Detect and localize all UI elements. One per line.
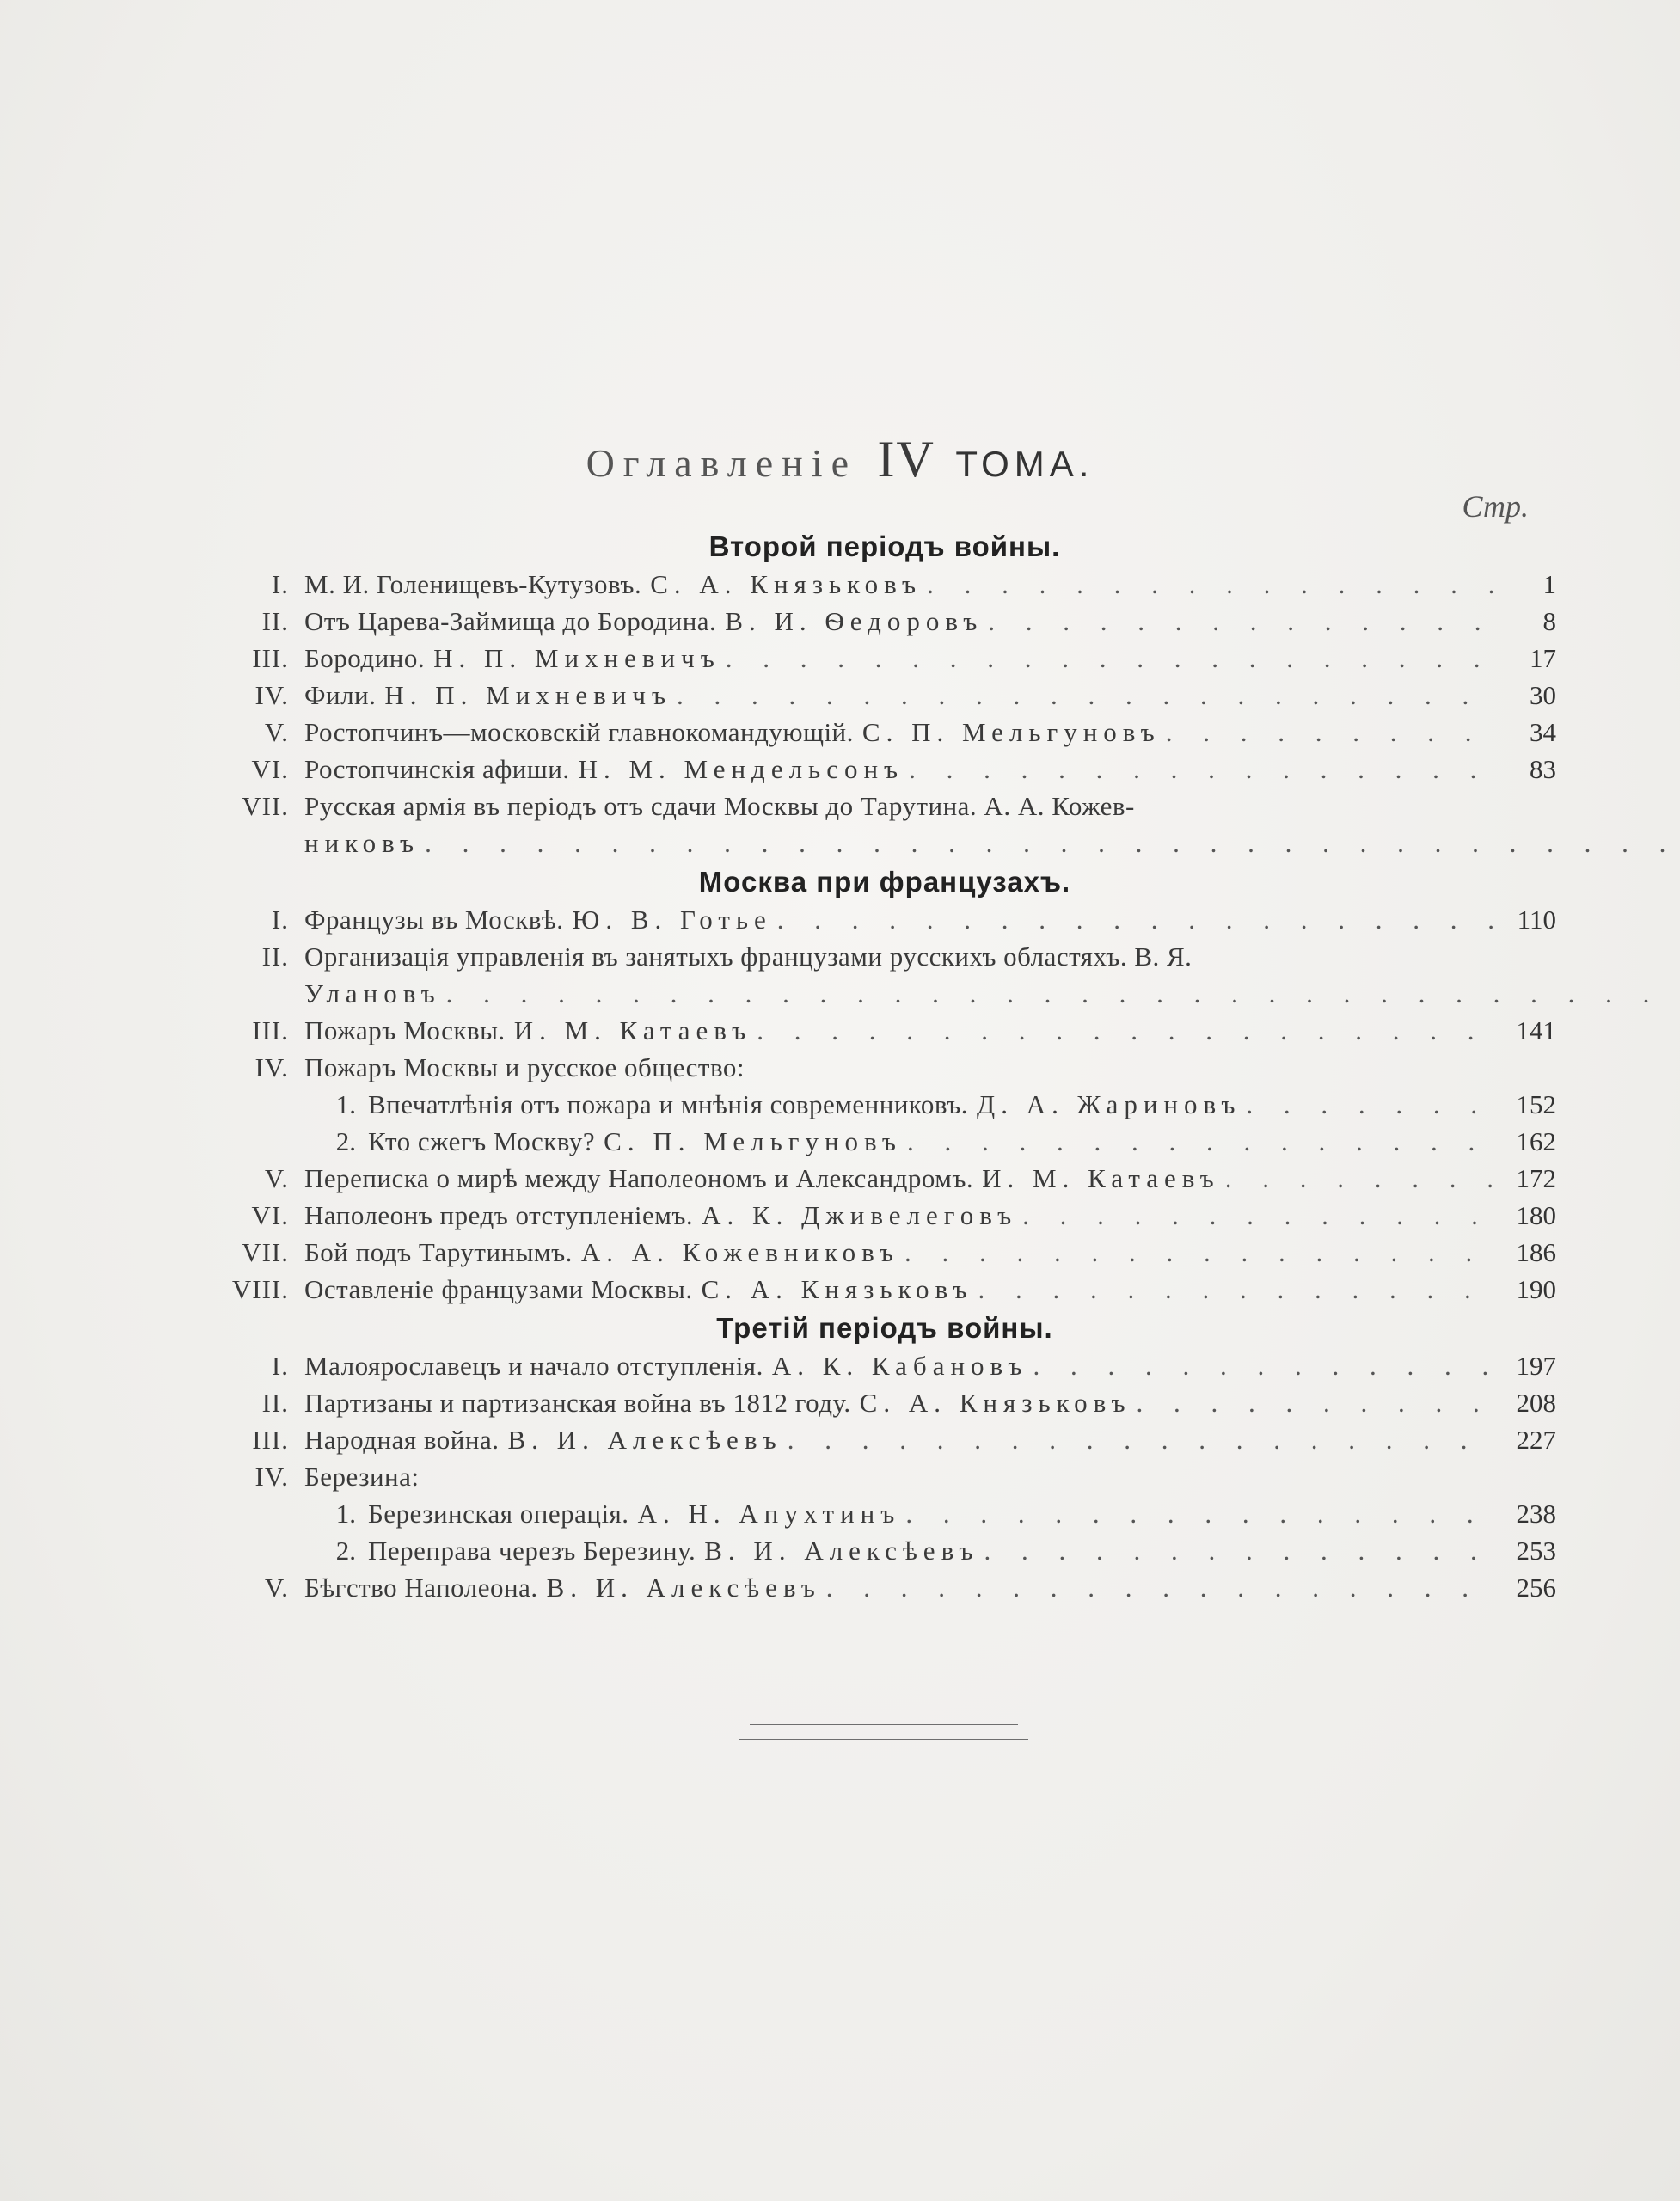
section-title: Второй періодъ войны. — [708, 530, 1061, 562]
leader-dots — [1225, 1160, 1496, 1197]
entry-author: С. П. Мельгуновъ — [604, 1126, 902, 1156]
entry-author: Н. П. Михневичъ — [433, 643, 720, 673]
divider-line-top — [750, 1724, 1018, 1725]
entry-title: М. И. Голенищевъ-Кутузовъ. — [304, 569, 642, 599]
entry-body — [304, 1197, 1556, 1234]
entry-number: I. — [271, 904, 289, 935]
page-number: 162 — [1516, 1126, 1556, 1156]
leader-dots — [1137, 1384, 1496, 1421]
entry-title: Впечатлѣнія отъ пожара и мнѣнія современниковъ. — [368, 1089, 969, 1119]
entry-body — [304, 566, 1556, 603]
entry-title: Пожаръ Москвы. — [304, 1015, 506, 1045]
entry-number: III. — [252, 1425, 289, 1455]
leader-dots — [1166, 714, 1496, 751]
toc-entry — [213, 603, 1556, 640]
entry-title-line-1: Организація управленія въ занятыхъ французами русскихъ областяхъ. В. Я. — [304, 941, 1193, 972]
entry-body — [304, 1458, 1556, 1495]
page-number: 17 — [1530, 643, 1556, 673]
entry-author: С. А. Князьковъ — [650, 569, 923, 599]
entry-body — [304, 603, 1556, 640]
entry-number: V. — [264, 717, 289, 747]
subentry-number: 1. — [335, 1089, 356, 1119]
entry-title: Бой подъ Тарутинымъ. — [304, 1237, 573, 1267]
entry-author: С. А. Князьковъ — [701, 1274, 973, 1304]
toc-entry — [213, 901, 1556, 938]
entry-author: Улановъ — [304, 978, 441, 1009]
page-number: 30 — [1530, 680, 1556, 710]
entry-author: С. А. Князьковъ — [859, 1388, 1131, 1418]
page-number: 208 — [1516, 1388, 1556, 1418]
leader-dots — [757, 1012, 1496, 1049]
entry-title: Переписка о мирѣ между Наполеономъ и Александромъ. — [304, 1163, 974, 1193]
toc-subentry — [213, 1532, 1556, 1569]
entry-author: А. К. Кабановъ — [771, 1351, 1028, 1381]
page-number: 110 — [1517, 904, 1556, 935]
entry-author: В. И. Алексѣевъ — [507, 1425, 782, 1455]
toc-subentry — [213, 1495, 1556, 1532]
leader-dots — [726, 640, 1496, 677]
entry-number: IV. — [254, 1052, 289, 1082]
leader-dots — [1246, 1086, 1496, 1123]
leader-dots — [788, 1421, 1496, 1458]
entry-title: Ростопчинъ—московскій главнокомандующій. — [304, 717, 854, 747]
entry-author: В. И. Ѳедоровъ — [725, 606, 984, 636]
toc-subentry — [213, 1123, 1556, 1160]
entry-title: Народная война. — [304, 1425, 500, 1455]
entry-body — [304, 714, 1556, 751]
entry-body — [304, 1569, 1556, 1606]
entry-title: Переправа черезъ Березину. — [368, 1536, 696, 1566]
entry-author: А. Н. Апухтинъ — [637, 1499, 901, 1529]
entry-body — [304, 640, 1556, 677]
page-number: 152 — [1516, 1089, 1556, 1119]
toc-entry — [213, 1234, 1556, 1271]
subentry-number: 2. — [335, 1536, 356, 1566]
entry-number: V. — [264, 1573, 289, 1603]
entry-body — [304, 1384, 1556, 1421]
entry-author: С. П. Мельгуновъ — [861, 717, 1161, 747]
entry-number: VIII. — [231, 1274, 289, 1304]
page-number: 1 — [1542, 569, 1556, 599]
page-column-label: Стр. — [1462, 489, 1529, 524]
toc-entry — [213, 1160, 1556, 1197]
entry-body — [304, 1234, 1556, 1271]
entry-author: никовъ — [304, 828, 420, 858]
entry-body — [304, 1123, 1556, 1160]
entry-number: III. — [252, 1015, 289, 1045]
entry-title: Фили. — [304, 680, 377, 710]
entry-body — [304, 1532, 1556, 1569]
toc-entry — [213, 938, 1556, 1012]
entry-title: Пожаръ Москвы и русское общество: — [304, 1052, 745, 1082]
entry-author: И. М. Катаевъ — [982, 1163, 1220, 1193]
toc-entry — [213, 1569, 1556, 1606]
title-suffix: ТОМА. — [955, 444, 1094, 484]
entry-author: В. И. Алексѣевъ — [704, 1536, 979, 1566]
leader-dots — [988, 603, 1496, 640]
entry-body — [304, 677, 1556, 714]
page-number: 253 — [1516, 1536, 1556, 1566]
entry-title: Партизаны и партизанская война въ 1812 году. — [304, 1388, 851, 1418]
toc-entry — [213, 751, 1556, 788]
page-number: 141 — [1516, 1015, 1556, 1045]
entry-title-line-2 — [304, 825, 1680, 861]
toc-entry — [213, 1049, 1556, 1086]
entry-title: Бородино. — [304, 643, 426, 673]
page-number: 197 — [1516, 1351, 1556, 1381]
leader-dots — [978, 1271, 1496, 1308]
entry-body — [304, 1495, 1556, 1532]
entry-title: Малоярославецъ и начало отступленія. — [304, 1351, 763, 1381]
entry-number: I. — [271, 569, 289, 599]
entry-title: Оставленіе французами Москвы. — [304, 1274, 693, 1304]
toc-entry — [213, 1197, 1556, 1234]
entry-number: VII. — [242, 1237, 289, 1267]
toc-subentry — [213, 1086, 1556, 1123]
page-number: 180 — [1516, 1200, 1556, 1230]
table-of-contents — [213, 526, 1556, 1606]
entry-author: Н. П. Михневичъ — [384, 680, 672, 710]
toc-entry — [213, 640, 1556, 677]
entry-body — [304, 788, 1680, 861]
subentry-number: 2. — [335, 1126, 356, 1156]
entry-author: И. М. Катаевъ — [513, 1015, 752, 1045]
entry-body — [304, 1271, 1556, 1308]
entry-title-line-2 — [304, 975, 1680, 1012]
entry-title: Отъ Царева-Займища до Бородина. — [304, 606, 717, 636]
page-number: 8 — [1542, 606, 1556, 636]
toc-entry — [213, 1347, 1556, 1384]
entry-number: II. — [261, 941, 289, 972]
entry-author: Н. М. Мендельсонъ — [578, 754, 904, 784]
entry-title: Бѣгство Наполеона. — [304, 1573, 538, 1603]
page-number: 186 — [1516, 1237, 1556, 1267]
entry-author: Д. А. Жариновъ — [977, 1089, 1242, 1119]
entry-body — [304, 938, 1680, 1012]
entry-title-line-1: Русская армія въ періодъ отъ сдачи Москвы до Тарутина. А. А. Кожев- — [304, 791, 1135, 821]
entry-body — [304, 1421, 1556, 1458]
entry-number: II. — [261, 606, 289, 636]
section-title: Третій періодъ войны. — [716, 1312, 1053, 1344]
leader-dots — [904, 1234, 1496, 1271]
leader-dots — [984, 1532, 1496, 1569]
entry-author: А. К. Дживелеговъ — [702, 1200, 1018, 1230]
page-number: 238 — [1516, 1499, 1556, 1529]
entry-body — [304, 1049, 1556, 1086]
entry-title: Березина: — [304, 1462, 420, 1492]
entry-body — [304, 901, 1556, 938]
entry-number: V. — [264, 1163, 289, 1193]
entry-author: В. И. Алексѣевъ — [546, 1573, 821, 1603]
subentry-number: 1. — [335, 1499, 356, 1529]
toc-entry — [213, 566, 1556, 603]
entry-number: VI. — [251, 1200, 289, 1230]
divider-line-bottom — [739, 1739, 1028, 1740]
section-title: Москва при французахъ. — [698, 866, 1071, 898]
page-number: 227 — [1516, 1425, 1556, 1455]
entry-author: Ю. В. Готье — [572, 904, 772, 935]
entry-body — [304, 1347, 1556, 1384]
toc-entry — [213, 1458, 1556, 1495]
entry-number: I. — [271, 1351, 289, 1381]
leader-dots — [826, 1569, 1496, 1606]
entry-number: II. — [261, 1388, 289, 1418]
entry-body — [304, 1086, 1556, 1123]
entry-number: VI. — [251, 754, 289, 784]
entry-title: Наполеонъ предъ отступленіемъ. — [304, 1200, 694, 1230]
page-number: 172 — [1516, 1163, 1556, 1193]
toc-entry — [213, 1384, 1556, 1421]
entry-author: А. А. Кожевниковъ — [580, 1237, 899, 1267]
leader-dots — [907, 1123, 1496, 1160]
entry-number: III. — [252, 643, 289, 673]
leader-dots — [909, 751, 1496, 788]
toc-entry — [213, 788, 1556, 861]
entry-number: IV. — [254, 1462, 289, 1492]
page-number: 83 — [1530, 754, 1556, 784]
leader-dots — [927, 566, 1496, 603]
leader-dots — [1022, 1197, 1496, 1234]
entry-body — [304, 1160, 1556, 1197]
leader-dots — [777, 901, 1496, 938]
toc-entry — [213, 1271, 1556, 1308]
entry-number: VII. — [242, 791, 289, 821]
entry-body — [304, 1012, 1556, 1049]
leader-dots — [1033, 1347, 1496, 1384]
volume-number: IV — [877, 431, 935, 487]
leader-dots — [677, 677, 1496, 714]
title-prefix: Оглавленіе — [586, 441, 857, 485]
entry-title: Ростопчинскія афиши. — [304, 754, 570, 784]
leader-dots — [425, 825, 1680, 861]
page-number: 256 — [1516, 1573, 1556, 1603]
toc-entry — [213, 714, 1556, 751]
page-title — [0, 430, 1680, 489]
page-number: 190 — [1516, 1274, 1556, 1304]
leader-dots — [905, 1495, 1496, 1532]
toc-entry — [213, 1421, 1556, 1458]
page-number: 34 — [1530, 717, 1556, 747]
entry-title: Березинская операція. — [368, 1499, 629, 1529]
entry-number: IV. — [254, 680, 289, 710]
toc-entry — [213, 1012, 1556, 1049]
entry-body — [304, 751, 1556, 788]
toc-entry — [213, 677, 1556, 714]
entry-title: Французы въ Москвѣ. — [304, 904, 564, 935]
entry-title: Кто сжегъ Москву? — [368, 1126, 596, 1156]
leader-dots — [446, 975, 1680, 1012]
